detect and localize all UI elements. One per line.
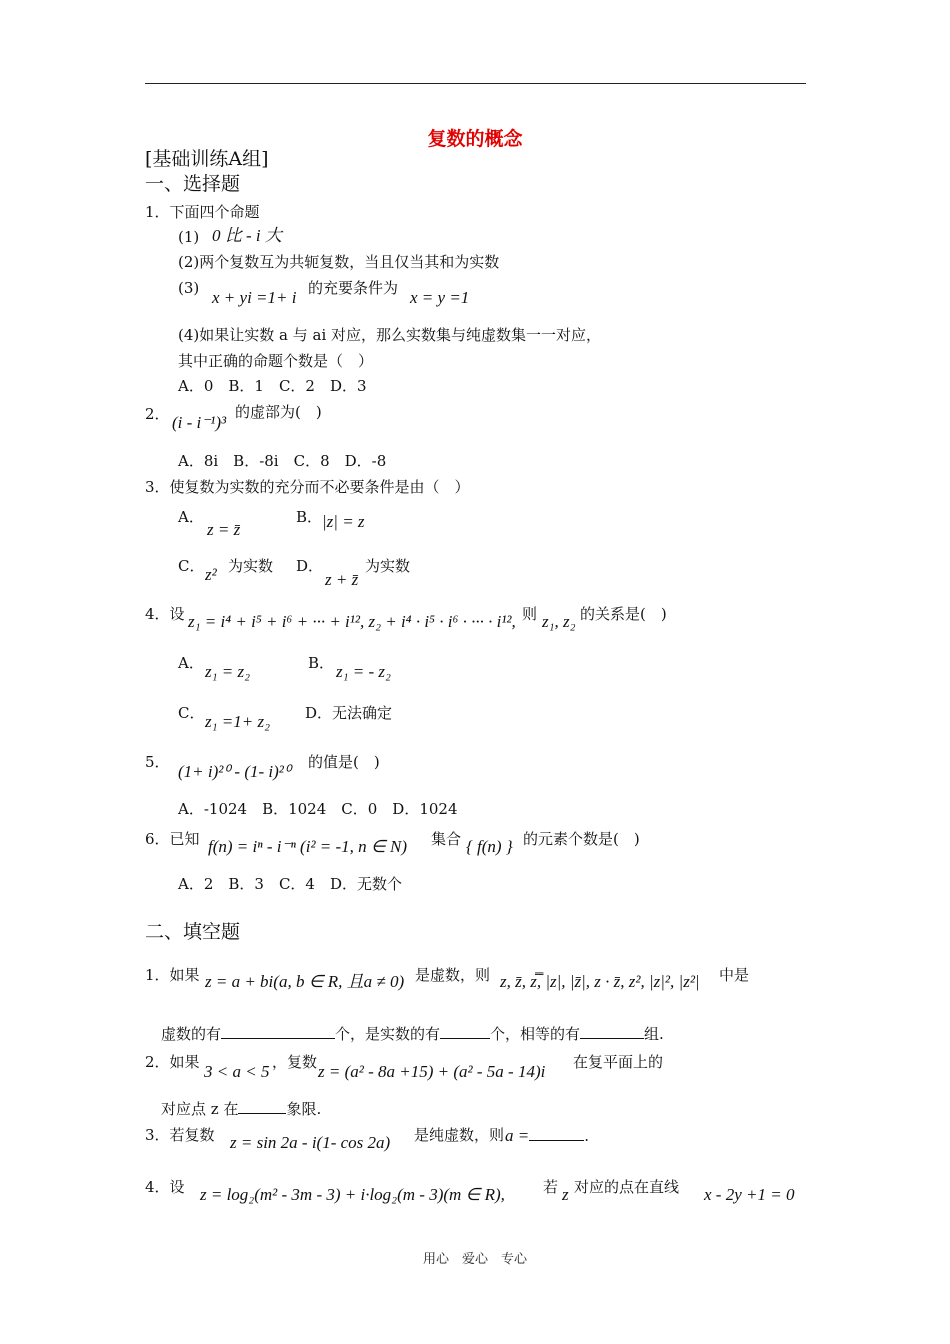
f2-num: 2．如果 (145, 1053, 200, 1071)
f4-tail: 对应的点在直线 (574, 1178, 680, 1196)
q4-a-math: z₁ = z₂ (205, 662, 251, 681)
f4-math: z = log₂(m² - 3m - 3) + i·log₂(m - 3)(m ∈ R), (200, 1185, 505, 1204)
q3-c-text: 为实数 (228, 557, 274, 575)
q1-tail: 其中正确的命题个数是（ ） (178, 352, 374, 370)
section-heading-choice: 一、选择题 (145, 173, 241, 195)
q2-math: (i - i⁻¹)³ (172, 413, 227, 432)
q4-c-label: C． (178, 704, 205, 722)
q2-text: 的虚部为( ) (235, 403, 322, 421)
f1-blank-1[interactable] (221, 1026, 335, 1039)
q4-c-math: z₁ =1+ z₂ (205, 712, 270, 731)
q6-set-text: 集合 (431, 830, 462, 848)
q2-num: 2． (145, 405, 170, 423)
q6-math: f(n) = iⁿ - i⁻ⁿ (i² = -1, n ∈ N) (208, 837, 407, 856)
f2-line2 (161, 1100, 321, 1118)
q3-c-label: C． (178, 557, 205, 575)
q4-num: 4．设 (145, 605, 185, 623)
f4-mid: 若 (543, 1178, 559, 1196)
f3-answer (505, 1126, 589, 1146)
q4-b-label: B． (308, 654, 335, 672)
f1-line2-b: 个，是实数的有 (335, 1025, 441, 1043)
f1-blank-3[interactable] (580, 1026, 644, 1039)
f1-line2-a: 虚数的有 (161, 1025, 222, 1043)
q1-stem: 1．下面四个命题 (145, 203, 260, 221)
f1-line2 (161, 1025, 664, 1043)
q1-p2: (2)两个复数互为共轭复数，当且仅当其和为实数 (178, 253, 500, 271)
q4-b-math: z₁ = - z₂ (336, 662, 391, 681)
q1-p3-label: (3) (178, 279, 200, 297)
q3-stem: 3．使复数为实数的充分而不必要条件是由（ ） (145, 478, 470, 496)
section-heading-fill: 二、填空题 (145, 921, 241, 943)
q6-set-math: { f(n) } (466, 837, 513, 856)
f1-math: z = a + bi(a, b ∈ R, 且a ≠ 0) (205, 972, 405, 991)
q3-b-math: |z| = z (322, 512, 365, 531)
f4-line: x - 2y +1 = 0 (704, 1185, 795, 1204)
q3-d-label: D． (296, 557, 324, 575)
q3-d-math: z + z̄ (325, 570, 359, 589)
f2-line2-a: 对应点 z 在 (161, 1100, 239, 1118)
f1-num: 1．如果 (145, 966, 200, 984)
f1-blank-2[interactable] (440, 1026, 490, 1039)
f3-var: a = (505, 1126, 530, 1145)
f2-line2-b: 象限. (286, 1100, 322, 1118)
f4-num: 4．设 (145, 1178, 185, 1196)
f3-blank[interactable] (529, 1128, 584, 1141)
f2-blank[interactable] (238, 1101, 286, 1114)
q1-p3-cond: x = y =1 (410, 288, 470, 307)
q4-math: z₁ = i⁴ + i⁵ + i⁶ + ··· + i¹², z₂ + i⁴ · i⁵ · i⁶ · ··· · i¹², (188, 612, 516, 631)
q3-b-label: B． (296, 508, 323, 526)
q4-a-label: A． (178, 654, 204, 672)
f2-tail: 在复平面上的 (573, 1053, 664, 1071)
f2-cond: 3 < a < 5 (204, 1062, 270, 1081)
q1-options: A．0 B．1 C．2 D．3 (178, 377, 367, 395)
q6-num: 6．已知 (145, 830, 200, 848)
q5-options: A．-1024 B．1024 C．0 D．1024 (178, 800, 458, 818)
q3-a-label: A． (178, 508, 204, 526)
page-title: 复数的概念 (427, 128, 523, 150)
q5-text: 的值是( ) (308, 753, 380, 771)
q3-c-math: z² (205, 565, 217, 584)
f1-list: z, z̄, z̿, |z|, |z̄|, z · z̄, z², |z|², |z²| (500, 972, 700, 991)
f1-line2-c: 个，相等的有 (490, 1025, 581, 1043)
f4-var: z (562, 1185, 569, 1204)
page-footer: 用心 爱心 专心 (422, 1252, 527, 1267)
q6-text: 的元素个数是( ) (523, 830, 640, 848)
f1-mid: 是虚数，则 (415, 966, 491, 984)
q3-d-text: 为实数 (365, 557, 411, 575)
f1-line2-d: 组. (644, 1025, 664, 1043)
q3-a-math: z = z̄ (207, 520, 241, 539)
q4-text: 的关系是( ) (580, 605, 667, 623)
q1-p3-mid: 的充要条件为 (308, 279, 399, 297)
f2-math: z = (a² - 8a +15) + (a² - 5a - 14)i (318, 1062, 546, 1081)
f3-math: z = sin 2a - i(1- cos 2a) (230, 1133, 391, 1152)
q4-pair: z₁, z₂ (542, 612, 576, 631)
f3-num: 3．若复数 (145, 1126, 215, 1144)
f3-mid: 是纯虚数，则 (414, 1126, 505, 1144)
f2-mid: ，复数 (272, 1053, 318, 1071)
q6-options: A．2 B．3 C．4 D．无数个 (178, 875, 402, 893)
q1-p1-math: 0 比 - i 大 (212, 226, 282, 245)
group-label: [基础训练A组] (145, 148, 269, 170)
q5-num: 5． (145, 753, 170, 771)
f3-tail: . (584, 1127, 590, 1145)
q1-p1-label: (1) (178, 228, 200, 246)
q4-d-text: D．无法确定 (305, 704, 393, 722)
q5-math: (1+ i)²⁰ - (1- i)²⁰ (178, 762, 291, 781)
q1-p3-math: x + yi =1+ i (212, 288, 297, 307)
f1-tail: 中是 (719, 966, 750, 984)
q2-options: A．8i B．-8i C．8 D．-8 (178, 452, 387, 470)
q4-then: 则 (522, 605, 538, 623)
header-rule (145, 83, 806, 84)
q1-p4: (4)如果让实数 a 与 ai 对应，那么实数集与纯虚数集一一对应， (178, 326, 602, 344)
